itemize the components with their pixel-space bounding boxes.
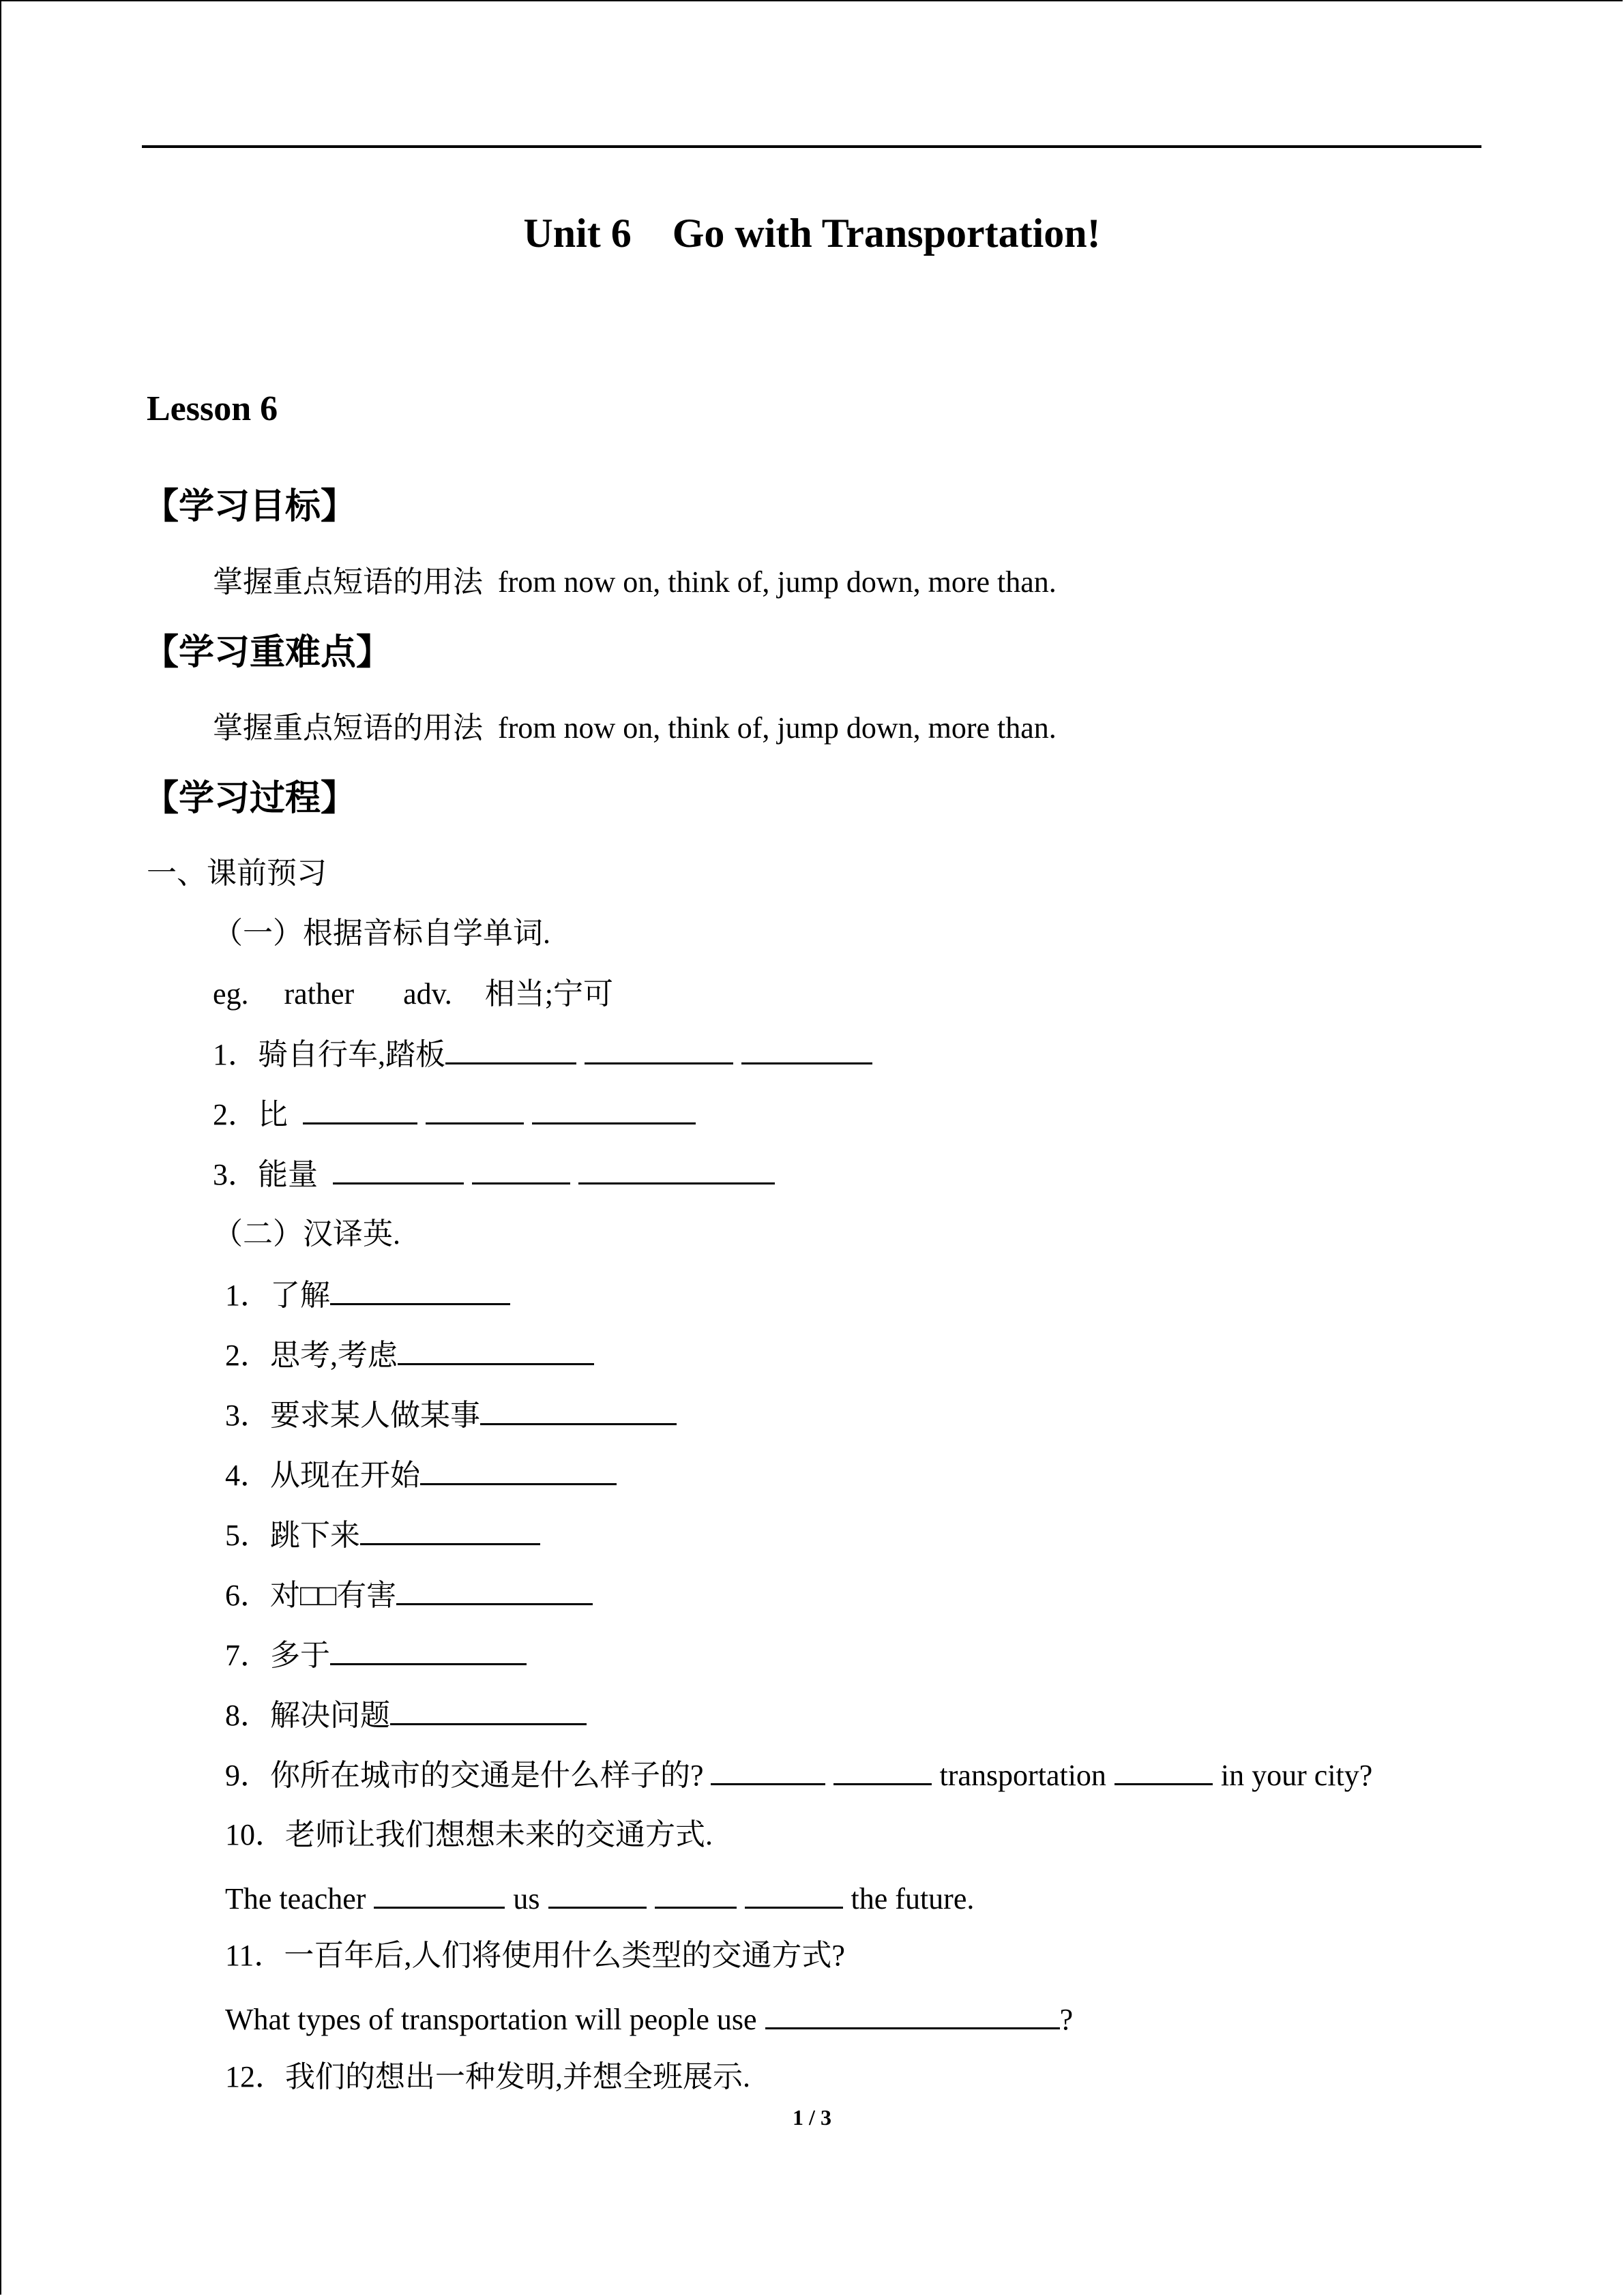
answer-blank[interactable] bbox=[445, 1039, 576, 1064]
part2-item-label: 3．要求某人做某事 bbox=[225, 1399, 480, 1432]
answer-blank[interactable] bbox=[532, 1099, 696, 1124]
part2-item-2 bbox=[225, 1340, 594, 1371]
answer-blank[interactable] bbox=[585, 1039, 733, 1064]
part1-heading: （一）根据音标自学单词. bbox=[213, 916, 550, 950]
answer-blank[interactable] bbox=[480, 1400, 677, 1425]
process-heading: 【学习过程】 bbox=[143, 778, 357, 819]
goal-text: 掌握重点短语的用法 from now on, think of, jump down, more than. bbox=[213, 565, 1057, 599]
answer-blank[interactable] bbox=[1114, 1760, 1213, 1785]
lesson-heading: Lesson 6 bbox=[147, 389, 278, 428]
key-points-text: 掌握重点短语的用法 from now on, think of, jump down, more than. bbox=[213, 711, 1057, 745]
item9-prompt: 9．你所在城市的交通是什么样子的? bbox=[225, 1759, 704, 1792]
item11-text: ? bbox=[1059, 2003, 1074, 2036]
page-title: Unit 6 Go with Transportation! bbox=[523, 211, 1101, 256]
key-points-heading: 【学习重难点】 bbox=[143, 632, 392, 673]
answer-blank[interactable] bbox=[396, 1580, 593, 1605]
item9-word: transportation bbox=[939, 1759, 1106, 1792]
answer-blank[interactable] bbox=[333, 1159, 464, 1184]
part2-heading: （二）汉译英. bbox=[213, 1217, 400, 1251]
part2-item-3 bbox=[225, 1400, 677, 1431]
part2-item-5 bbox=[225, 1520, 540, 1551]
part2-item-label: 4．从现在开始 bbox=[225, 1459, 420, 1492]
part1-item-3 bbox=[213, 1159, 775, 1190]
answer-blank[interactable] bbox=[745, 1883, 843, 1909]
item9-word: in your city? bbox=[1220, 1759, 1373, 1792]
example-word: rather bbox=[284, 977, 355, 1011]
part2-item-11-prompt: 11．一百年后,人们将使用什么类型的交通方式? bbox=[225, 1939, 845, 1972]
goal-heading: 【学习目标】 bbox=[143, 486, 357, 527]
item10-text: the future. bbox=[851, 1882, 975, 1915]
part2-item-12-prompt: 12．我们的想出一种发明,并想全班展示. bbox=[225, 2060, 750, 2093]
answer-blank[interactable] bbox=[420, 1460, 617, 1485]
answer-blank[interactable] bbox=[578, 1159, 775, 1184]
answer-blank[interactable] bbox=[303, 1099, 417, 1124]
answer-blank[interactable] bbox=[765, 2004, 1060, 2029]
answer-blank[interactable] bbox=[390, 1700, 587, 1725]
part1-item-label: 2．比 bbox=[213, 1098, 288, 1131]
example-prefix: eg. bbox=[213, 977, 249, 1011]
answer-blank[interactable] bbox=[330, 1280, 510, 1305]
answer-blank[interactable] bbox=[655, 1883, 737, 1909]
item11-text: What types of transportation will people use bbox=[225, 2003, 757, 2036]
part1-item-1 bbox=[213, 1039, 872, 1070]
part2-item-9 bbox=[225, 1760, 1372, 1791]
part2-item-label: 2．思考,考虑 bbox=[225, 1339, 398, 1372]
answer-blank[interactable] bbox=[548, 1883, 647, 1909]
part2-item-label: 5．跳下来 bbox=[225, 1519, 360, 1552]
part2-item-label: 8．解决问题 bbox=[225, 1699, 390, 1732]
part2-item-8 bbox=[225, 1700, 587, 1731]
part2-item-label: 7．多于 bbox=[225, 1639, 330, 1672]
part1-item-label: 3．能量 bbox=[213, 1158, 318, 1191]
part2-item-label: 6．对□□有害 bbox=[225, 1579, 397, 1612]
part2-item-7 bbox=[225, 1640, 527, 1671]
answer-blank[interactable] bbox=[426, 1099, 524, 1124]
preview-heading: 一、课前预习 bbox=[147, 856, 327, 890]
answer-blank[interactable] bbox=[833, 1760, 932, 1785]
part2-item-10-sentence bbox=[225, 1883, 974, 1914]
header-rule bbox=[142, 145, 1481, 148]
answer-blank[interactable] bbox=[472, 1159, 570, 1184]
answer-blank[interactable] bbox=[398, 1340, 594, 1365]
answer-blank[interactable] bbox=[741, 1039, 872, 1064]
answer-blank[interactable] bbox=[330, 1640, 527, 1665]
item10-text: The teacher bbox=[225, 1882, 366, 1915]
part2-item-6 bbox=[225, 1580, 593, 1611]
part2-item-11-sentence bbox=[225, 2004, 1073, 2035]
part1-item-label: 1．骑自行车,踏板 bbox=[213, 1038, 445, 1071]
part1-item-2 bbox=[213, 1099, 696, 1130]
example-line bbox=[213, 979, 613, 1009]
answer-blank[interactable] bbox=[360, 1520, 540, 1545]
part2-item-4 bbox=[225, 1460, 617, 1491]
part2-item-1 bbox=[225, 1280, 510, 1311]
example-meaning: 相当;宁可 bbox=[484, 977, 614, 1011]
answer-blank[interactable] bbox=[374, 1883, 505, 1909]
part2-item-label: 1．了解 bbox=[225, 1279, 330, 1312]
item10-text: us bbox=[513, 1882, 540, 1915]
example-pos: adv. bbox=[403, 977, 452, 1011]
part2-item-10-prompt: 10．老师让我们想想未来的交通方式. bbox=[225, 1818, 713, 1851]
page-number: 1 / 3 bbox=[793, 2105, 831, 2130]
answer-blank[interactable] bbox=[711, 1760, 825, 1785]
